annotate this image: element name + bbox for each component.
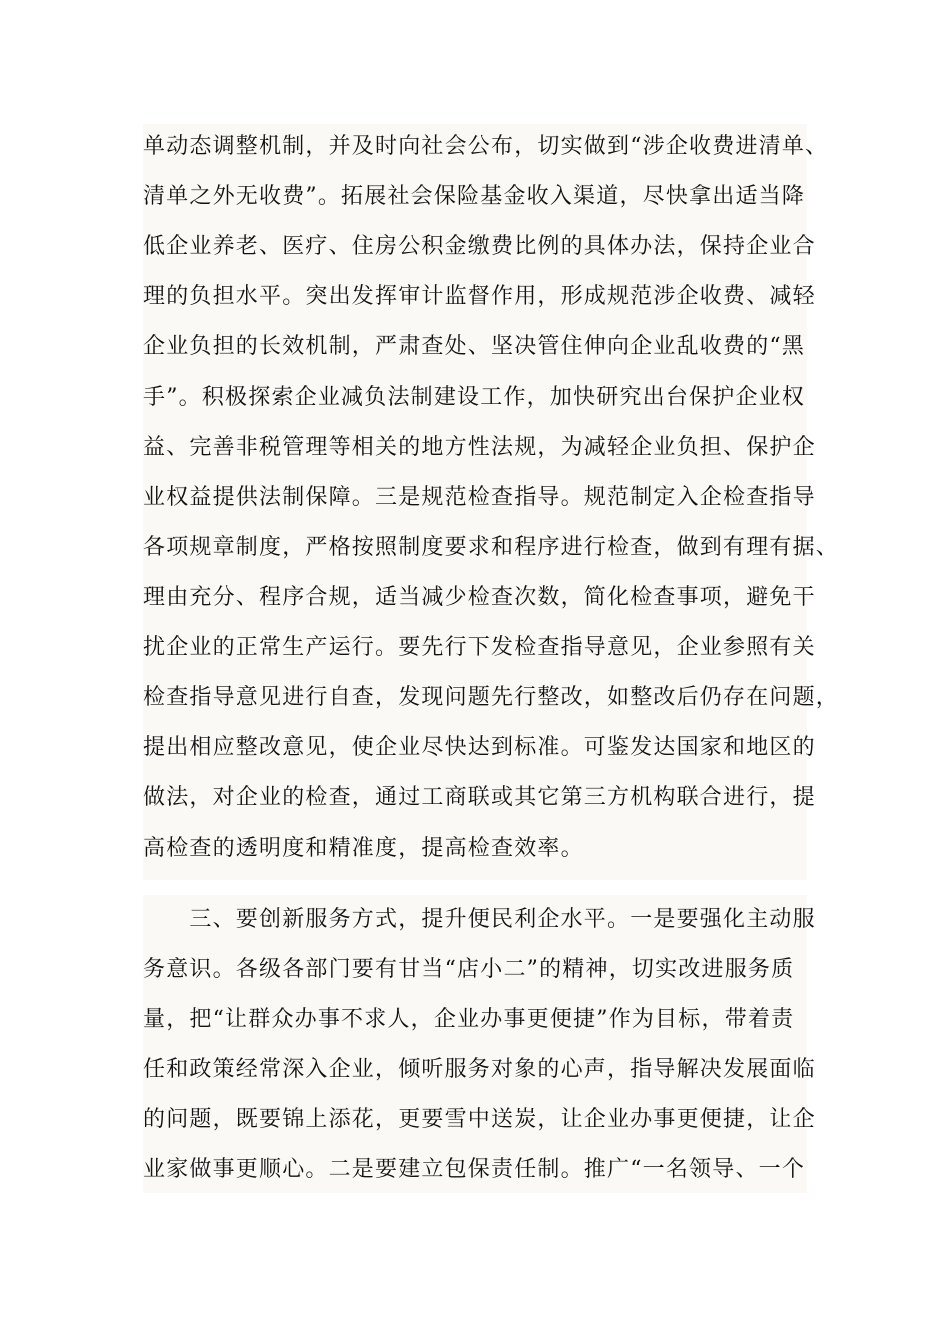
text-line: 低企业养老、医疗、住房公积金缴费比例的具体办法，保持企业合: [143, 234, 816, 259]
text-line: 手”。积极探索企业减负法制建设工作，加快研究出台保护企业权: [143, 385, 806, 410]
text-line: 检查指导意见进行自查，发现问题先行整改，如整改后仍存在问题，: [143, 685, 840, 710]
text-line: 高检查的透明度和精准度，提高检查效率。: [143, 836, 584, 861]
text-line: 企业负担的长效机制，严肃查处、坚决管住伸向企业乱收费的“黑: [143, 334, 806, 359]
text-line: 各项规章制度，严格按照制度要求和程序进行检查，做到有理有据、: [143, 535, 840, 560]
text-line: 任和政策经常深入企业，倾听服务对象的心声，指导解决发展面临: [143, 1057, 816, 1082]
text-line: 做法，对企业的检查，通过工商联或其它第三方机构联合进行，提: [143, 785, 816, 810]
text-line: 提出相应整改意见，使企业尽快达到标准。可鉴发达国家和地区的: [143, 735, 816, 760]
text-line: 的问题，既要锦上添花，更要雪中送炭，让企业办事更便捷，让企: [143, 1107, 816, 1132]
text-line: 单动态调整机制，并及时向社会公布，切实做到“涉企收费进清单、: [143, 134, 829, 159]
text-line: 量，把“让群众办事不求人，企业办事更便捷”作为目标，带着责: [143, 1007, 795, 1032]
text-line: 扰企业的正常生产运行。要先行下发检查指导意见，企业参照有关: [143, 635, 816, 660]
text-block-background: [143, 895, 807, 1193]
text-line: 理由充分、程序合规，适当减少检查次数，简化检查事项，避免干: [143, 585, 816, 610]
text-line: 务意识。各级各部门要有甘当“店小二”的精神，切实改进服务质: [143, 957, 795, 982]
text-line: 业家做事更顺心。二是要建立包保责任制。推广“一名领导、一个: [143, 1157, 806, 1182]
text-line: 理的负担水平。突出发挥审计监督作用，形成规范涉企收费、减轻: [143, 284, 816, 309]
text-line: 业权益提供法制保障。三是规范检查指导。规范制定入企检查指导: [143, 485, 816, 510]
text-line: 三、要创新服务方式，提升便民利企水平。一是要强化主动服: [143, 907, 816, 932]
text-line: 清单之外无收费”。拓展社会保险基金收入渠道，尽快拿出适当降: [143, 184, 806, 209]
text-line: 益、完善非税管理等相关的地方性法规，为减轻企业负担、保护企: [143, 435, 816, 460]
